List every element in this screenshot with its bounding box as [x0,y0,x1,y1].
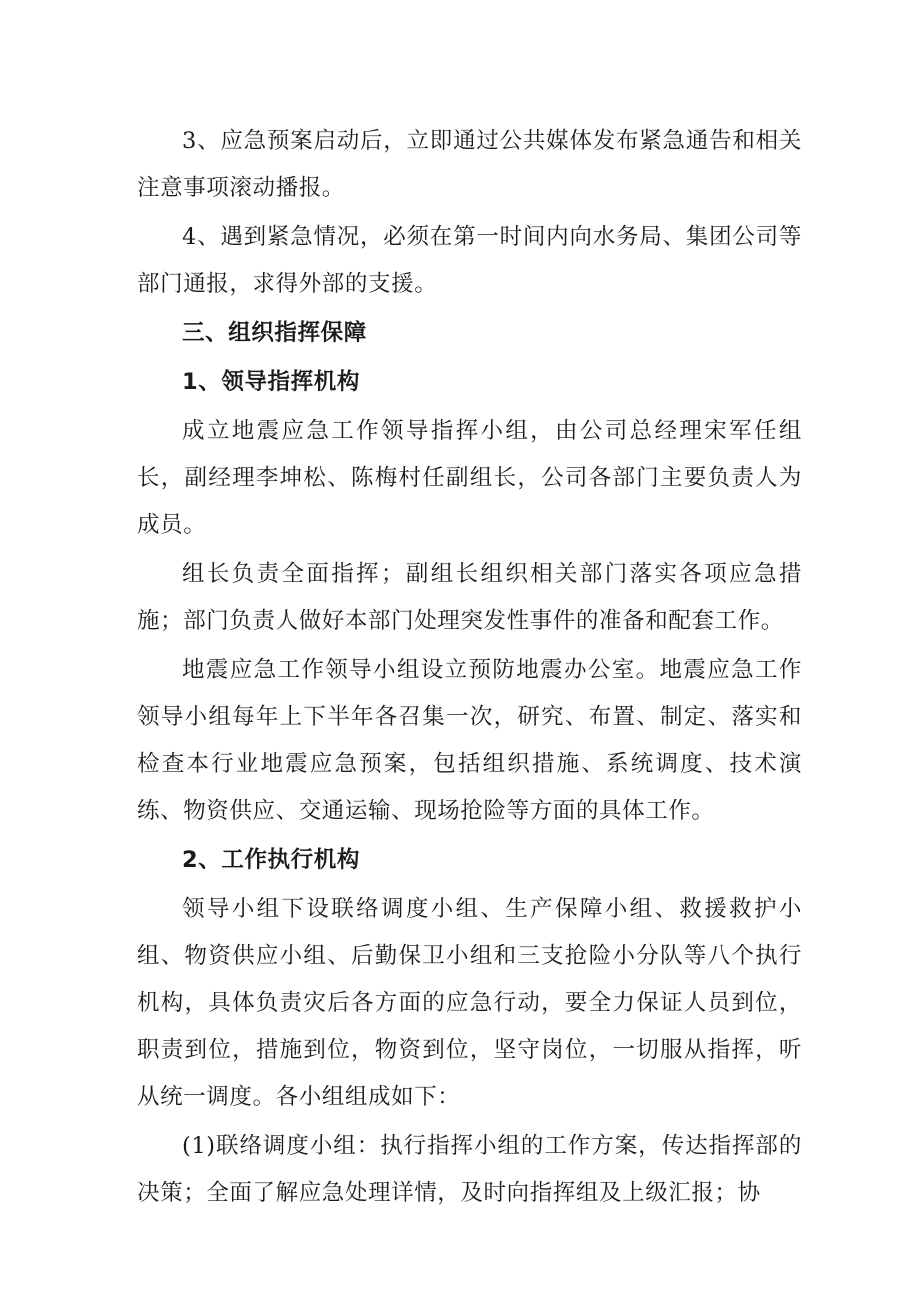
paragraph: 组长负责全面指挥；副组长组织相关部门落实各项应急措施；部门负责人做好本部门处理突发性事件的准备和配套工作。 [137,561,802,634]
document-body [137,118,802,1217]
paragraph: (1)联络调度小组：执行指挥小组的工作方案，传达指挥部的决策；全面了解应急处理详情，及时向指挥组及上级汇报；协 [137,1133,802,1206]
section-heading: 三、组织指挥保障 [182,320,367,346]
paragraph: 成立地震应急工作领导指挥小组，由公司总经理宋军任组长，副经理李坤松、陈梅村任副组长，公司各部门主要负责人为成员。 [137,418,802,538]
subsection-heading: 1、领导指挥机构 [182,369,360,395]
paragraph: 3、应急预案启动后，立即通过公共媒体发布紧急通告和相关注意事项滚动播报。 [137,128,802,201]
paragraph: 4、遇到紧急情况，必须在第一时间内向水务局、集团公司等部门通报，求得外部的支援。 [137,224,802,297]
paragraph: 领导小组下设联络调度小组、生产保障小组、救援救护小组、物资供应小组、后勤保卫小组和三支抢险小分队等八个执行机构，具体负责灾后各方面的应急行动，要全力保证人员到位，职责到位，措施到位，物资到位，坚守岗位，一切服从指挥，听从统一调度。各小组组成如下： [137,896,802,1110]
paragraph: 地震应急工作领导小组设立预防地震办公室。地震应急工作领导小组每年上下半年各召集一次，研究、布置、制定、落实和检查本行业地震应急预案，包括组织措施、系统调度、技术演练、物资供应、交通运输、现场抢险等方面的具体工作。 [137,657,802,824]
subsection-heading: 2、工作执行机构 [182,847,360,873]
